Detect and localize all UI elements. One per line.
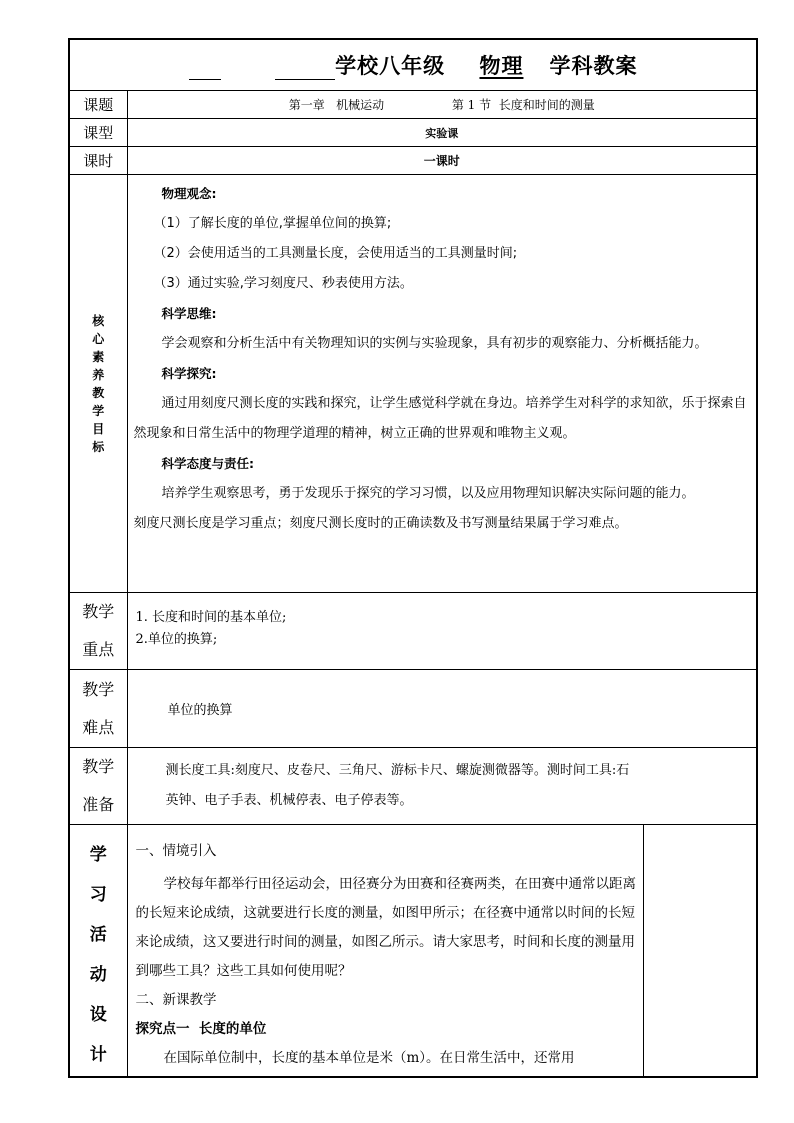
section-new-lesson-heading: 二、新课教学 <box>135 992 217 1008</box>
inquiry-heading: 科学探究: <box>161 366 217 381</box>
title-school-suffix: 学校八年级 <box>335 54 446 78</box>
lesson-title <box>127 91 757 119</box>
hours-label: 课时 <box>69 147 127 175</box>
goals-content <box>127 175 757 593</box>
attitude-heading: 科学态度与责任: <box>161 456 254 471</box>
point-1-text: 在国际单位制中，长度的基本单位是米（m）。在日常生活中，还常用 <box>163 1050 575 1066</box>
preparation-label-1: 教学 <box>82 757 115 776</box>
lesson-chapter: 第一章 机械运动 <box>288 98 385 112</box>
lesson-plan <box>68 38 756 1080</box>
concept-item-3: （3）通过实验,学习刻度尺、秒表使用方法。 <box>153 276 413 291</box>
lesson-plan-table <box>68 38 758 1078</box>
point-1-heading: 探究点一 长度的单位 <box>135 1021 267 1037</box>
activity-label-char-3: 活 <box>89 925 107 945</box>
lesson-section: 第 1 节 长度和时间的测量 <box>451 98 595 112</box>
title-subject: 物理 <box>479 54 524 78</box>
key-points-label <box>69 593 127 670</box>
concept-item-1: （1）了解长度的单位,掌握单位间的换算; <box>153 216 392 231</box>
document-title <box>69 39 757 91</box>
activity-content <box>127 825 643 1077</box>
concept-heading: 物理观念: <box>161 186 217 201</box>
activity-label-char-6: 计 <box>89 1045 107 1065</box>
difficulties-content: 单位的换算 <box>127 670 757 748</box>
key-point-2: 2.单位的换算; <box>135 632 218 647</box>
activity-label-char-5: 设 <box>89 1005 107 1025</box>
thinking-text: 学会观察和分析生活中有关物理知识的实例与实验现象，具有初步的观察能力、分析概括能力。 <box>161 336 708 351</box>
thinking-heading: 科学思维: <box>161 306 217 321</box>
difficulties-label-2: 难点 <box>82 717 115 737</box>
preparation-label <box>69 748 127 825</box>
difficulties-label <box>69 670 127 748</box>
key-points-label-2: 重点 <box>82 640 115 659</box>
concept-item-2: （2）会使用适当的工具测量长度，会使用适当的工具测量时间; <box>153 246 518 261</box>
activity-label-char-2: 习 <box>89 885 107 905</box>
title-blank-1 <box>189 57 221 80</box>
key-points-label-1: 教学 <box>82 602 115 621</box>
goals-label-text: 核心素养教学目标 <box>92 313 105 454</box>
preparation-line-1: 测长度工具:刻度尺、皮卷尺、三角尺、游标卡尺、螺旋测微器等。测时间工具:石 <box>165 763 630 778</box>
title-suffix: 学科教案 <box>549 54 638 78</box>
type-label: 课型 <box>69 119 127 147</box>
section-intro-heading: 一、情境引入 <box>135 843 217 859</box>
key-point-1: 1. 长度和时间的基本单位; <box>135 610 287 625</box>
inquiry-text: 通过用刻度尺测长度的实践和探究，让学生感觉科学就在身边。培养学生对科学的求知欲，乐于探索自然现象和日常生活中的物理学道理的精神，树立正确的世界观和唯物主义观。 <box>133 396 747 441</box>
preparation-line-2: 英钟、电子手表、机械停表、电子停表等。 <box>165 793 413 808</box>
lesson-label: 课题 <box>69 91 127 119</box>
activity-label-char-4: 动 <box>89 965 107 985</box>
extra-text: 刻度尺测长度是学习重点；刻度尺测长度时的正确读数及书写测量结果属于学习难点。 <box>133 516 628 531</box>
preparation-label-2: 准备 <box>82 795 115 814</box>
activity-notes-column <box>643 825 757 1077</box>
preparation-content <box>127 748 757 825</box>
title-blank-school <box>275 57 335 80</box>
goals-label <box>69 175 127 593</box>
intro-text: 学校每年都举行田径运动会，田径赛分为田赛和径赛两类，在田赛中通常以距离的长短来论成绩，这就要进行长度的测量，如图甲所示；在径赛中通常以时间的长短来论成绩，这又要进行时间的测量，如图乙所示。请大家思考，时间和长度的测量用到哪些工具？这些工具如何使用呢？ <box>135 876 636 979</box>
key-points-content <box>127 593 757 670</box>
type-value: 实验课 <box>127 119 757 147</box>
activity-label-char-1: 学 <box>89 845 107 865</box>
hours-value: 一课时 <box>127 147 757 175</box>
attitude-text: 培养学生观察思考，勇于发现乐于探究的学习习惯，以及应用物理知识解决实际问题的能力。 <box>161 486 695 501</box>
activity-label <box>69 825 127 1077</box>
difficulties-label-1: 教学 <box>82 679 115 699</box>
